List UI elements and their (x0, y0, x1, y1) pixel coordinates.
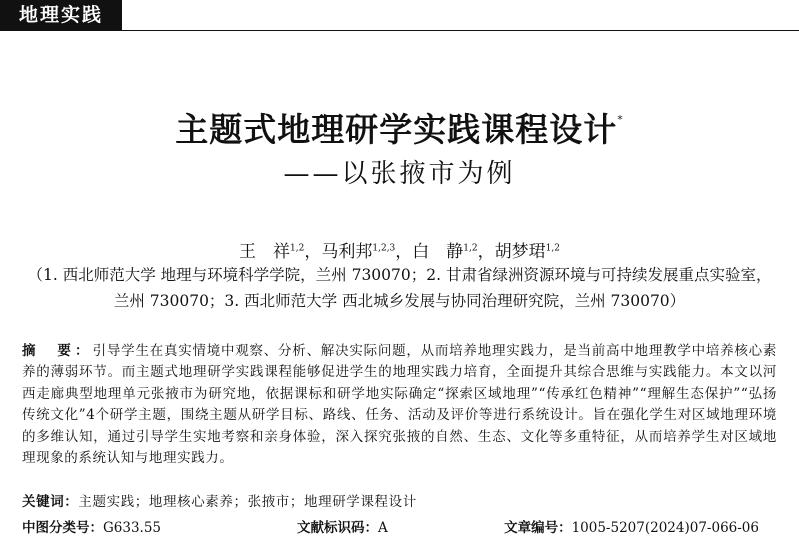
article-label: 文章编号： (504, 520, 572, 536)
clc-label: 中图分类号： (22, 520, 103, 536)
author-affil-mark: 1,2,3 (372, 243, 396, 254)
keywords-text: 主题实践；地理核心素养；张掖市；地理研学课程设计 (78, 494, 417, 510)
author-name: 马利邦 (321, 242, 373, 262)
author-affil-mark: 1,2 (290, 243, 305, 254)
author-affil-mark: 1,2 (545, 243, 560, 254)
article-title (0, 104, 799, 151)
affiliation-line: 兰州 730070；3. 西北师范大学 西北城乡发展与协同治理研究院，兰州 730070） (113, 292, 686, 310)
header-rule (122, 30, 799, 31)
keywords (22, 490, 777, 510)
document-code (297, 516, 388, 536)
doc-label: 文献标识码： (297, 520, 378, 536)
abstract-text: 引导学生在真实情境中观察、分析、解决实际问题，从而培养地理实践力，是当前高中地理教学中培养核心素养的薄弱环节。而主题式地理研学实践课程能够促进学生的地理实践力培育，全面提升其综合思维与实践能力。本文以河西走廊典型地理单元张掖市为研究地，依据课标和研学地实际确定“探索区域地理”“传承红色精神”“理解生态保护”“弘扬传统文化”4个研学主题，围绕主题从研学目标、路线、任务、活动及评价等进行系统设计。旨在强化学生对区域地理环境的多维认知，通过引导学生实地考察和亲身体验，深入探究张掖的自然、生态、文化等多重特征，从而培养学生对区域地理现象的系统认知与地理实践力。 (22, 343, 777, 467)
title-footnote-mark: * (617, 113, 624, 126)
author-name: 白 静 (412, 242, 464, 262)
clc-value: G633.55 (103, 520, 162, 536)
article-subtitle: ——以张掖市为例 (283, 159, 516, 189)
abstract-label: 摘 要： (22, 343, 93, 359)
section-tag: 地理实践 (0, 0, 122, 31)
affiliations (0, 262, 799, 314)
author-name: 胡梦珺 (494, 242, 546, 262)
author-name: 王 祥 (239, 242, 291, 262)
author-list: 王 祥$^{1,2}$，马利邦$^{1,2,3}$，白 静$^{1,2}$，胡梦珺$^{1,2}$ (239, 242, 560, 262)
article-number (504, 516, 759, 536)
author-affil-mark: 1,2 (463, 243, 478, 254)
title-text: 主题式地理研学实践课程设计 (175, 110, 618, 149)
doc-value: A (378, 520, 388, 536)
article-value: 1005-5207(2024)07-066-06 (571, 520, 759, 536)
affiliation-line: （1. 西北师范大学 地理与环境科学学院，兰州 730070；2. 甘肃省绿洲资源环境与可持续发展重点实验室， (27, 266, 772, 284)
abstract (22, 341, 777, 469)
keywords-label: 关键词： (22, 494, 79, 510)
clc-number (22, 516, 161, 536)
article-meta-row (22, 516, 777, 536)
